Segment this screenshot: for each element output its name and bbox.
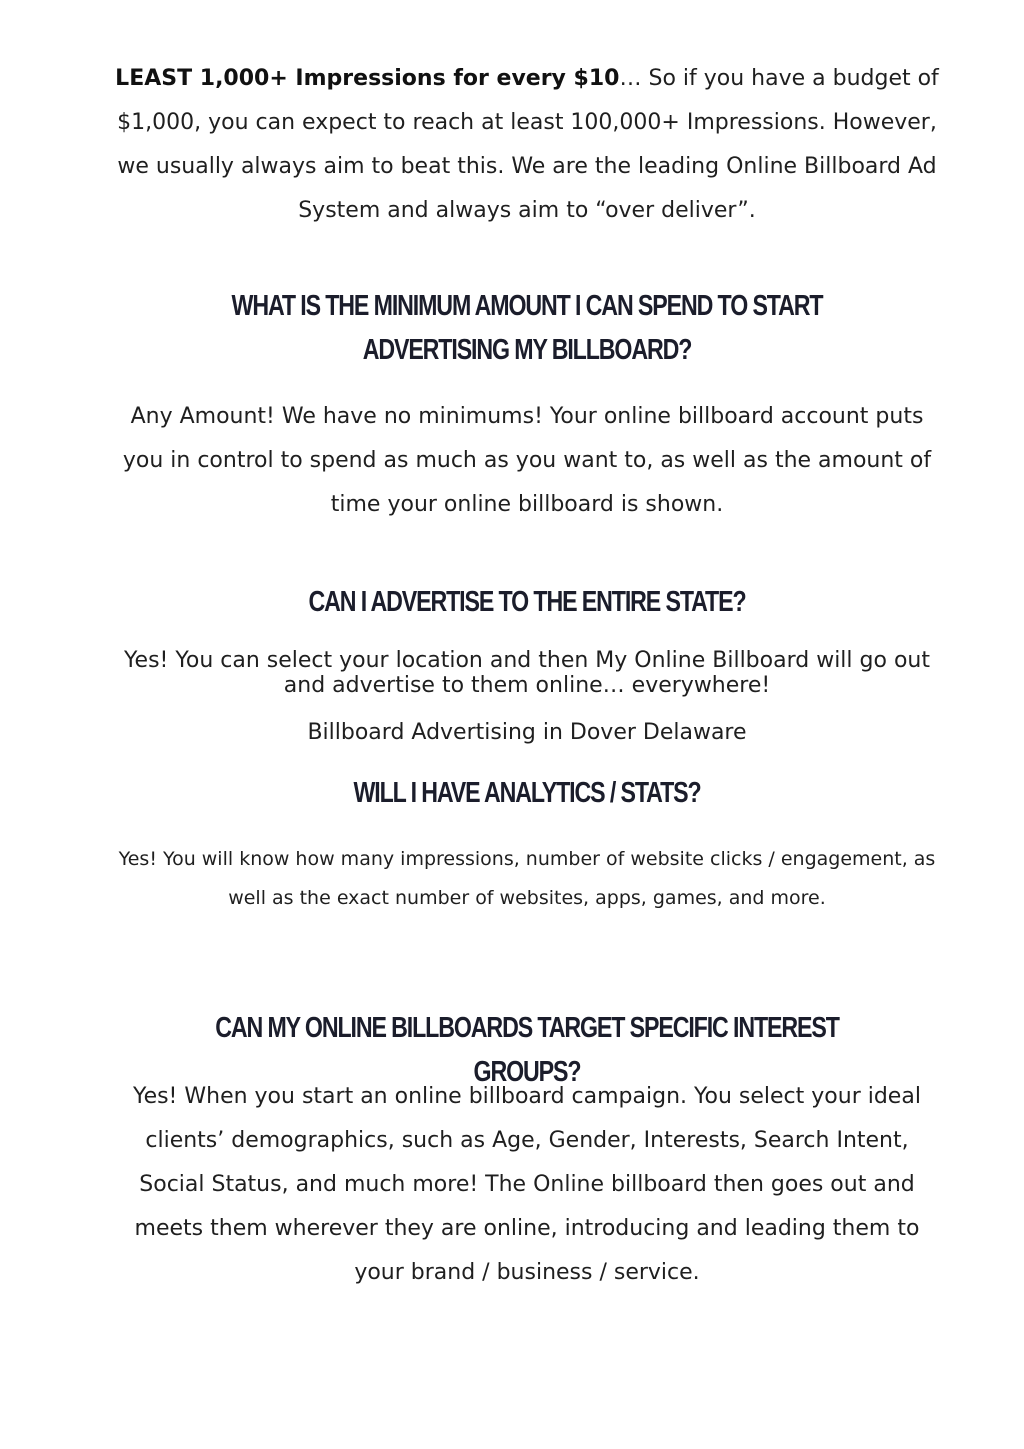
answer-minimum-amount: Any Amount! We have no minimums! Your online billboard account puts you in control to spend as much as you want to, as well as the amount of time your online billboard is shown. (122, 404, 932, 517)
answer-interest-groups: Yes! When you start an online billboard campaign. You select your ideal clients’ demographics, such as Age, Gender, Interests, Search Intent, Social Status, and much more! The Online billboard then goes out and meets them wherever they are online, introducing and leading them to your brand / business / service. (133, 1084, 921, 1285)
heading-minimum-amount: WHAT IS THE MINIMUM AMOUNT I CAN SPEND TO START ADVERTISING MY BILLBOARD? (231, 290, 823, 366)
intro-paragraph (112, 57, 942, 233)
heading-interest-groups: CAN MY ONLINE BILLBOARDS TARGET SPECIFIC INTEREST GROUPS? (215, 1012, 839, 1088)
answer-analytics: Yes! You will know how many impressions, number of website clicks / engagement, as well as the exact number of websites, apps, games, and more. (118, 848, 936, 909)
answer-entire-state: Yes! You can select your location and then My Online Billboard will go out and advertise to them online… everywhere! (124, 648, 930, 698)
heading-analytics: WILL I HAVE ANALYTICS / STATS? (353, 777, 701, 809)
intro-text: … So if you have a budget of $1,000, you can expect to reach at least 100,000+ Impressions. However, we usually always aim to beat this. We are the leading Online Billboard Ad System and always aim to “over deliver”. (117, 66, 939, 223)
intro-bold-lead: LEAST 1,000+ Impressions for every $10 (115, 66, 620, 91)
dover-delaware-line: Billboard Advertising in Dover Delaware (307, 720, 747, 745)
heading-entire-state: CAN I ADVERTISE TO THE ENTIRE STATE? (308, 586, 746, 618)
